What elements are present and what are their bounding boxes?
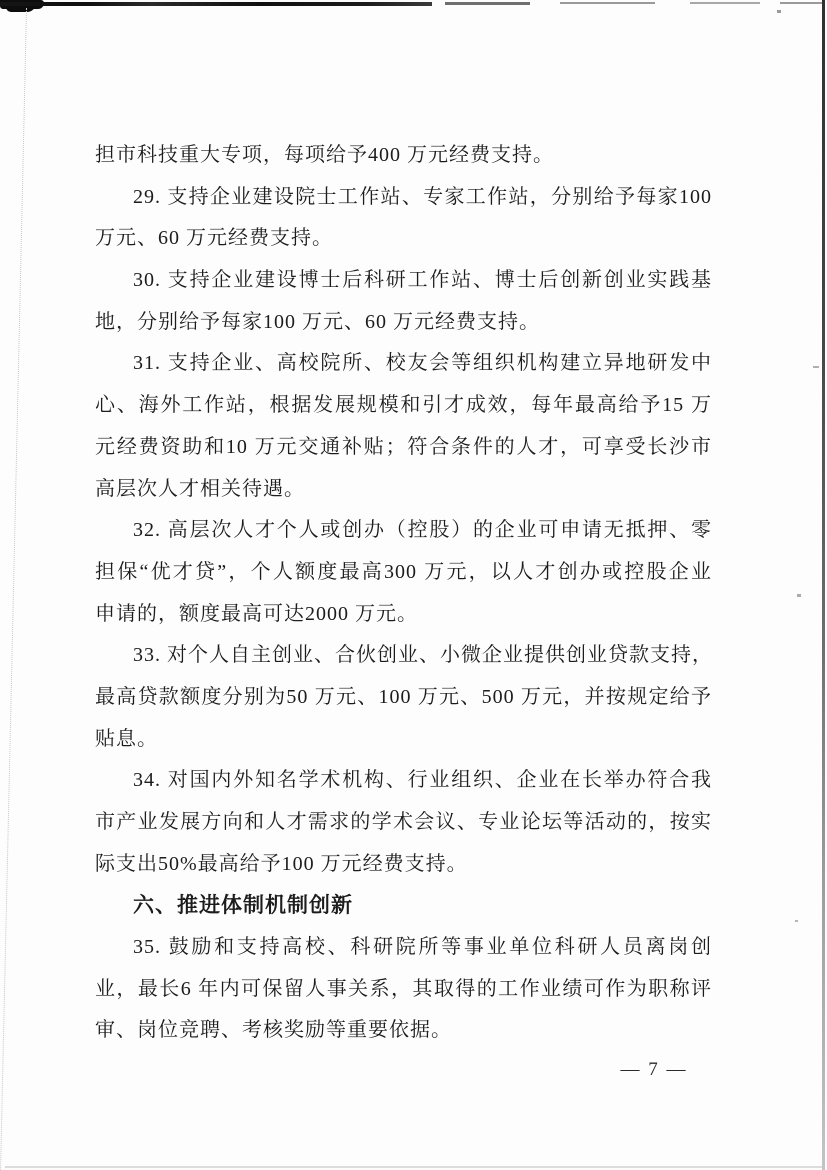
text-line: 元经费资助和10 万元交通补贴；符合条件的人才，可享受长沙市 xyxy=(95,435,712,458)
scan-edge-top-dash xyxy=(690,2,760,4)
text-line: 审、岗位竞聘、考核奖励等重要依据。 xyxy=(95,1019,452,1042)
text-line: 申请的，额度最高可达2000 万元。 xyxy=(95,602,418,625)
text-line: 32. 高层次人才个人或创办（控股）的企业可申请无抵押、零 xyxy=(133,519,712,542)
text-line: 贴息。 xyxy=(95,727,158,750)
text-line: 33. 对个人自主创业、合伙创业、小微企业提供创业贷款支持， xyxy=(133,644,713,667)
scan-speck xyxy=(797,594,801,597)
text-line: 35. 鼓励和支持高校、科研院所等事业单位科研人员离岗创 xyxy=(133,936,712,959)
text-line: 最高贷款额度分别为50 万元、100 万元、500 万元，并按规定给予 xyxy=(95,685,712,708)
document-body xyxy=(95,135,712,1052)
text-line: 心、海外工作站，根据发展规模和引才成效，每年最高给予15 万 xyxy=(95,394,712,417)
scan-edge-left-line xyxy=(0,8,27,1170)
text-line: 高层次人才相关待遇。 xyxy=(95,477,305,500)
scan-speck xyxy=(813,366,819,368)
scan-speck xyxy=(795,920,798,922)
paragraph-31 xyxy=(95,343,712,510)
text-line: 际支出50%最高给予100 万元经费支持。 xyxy=(95,852,468,875)
paragraph-35 xyxy=(95,927,712,1052)
scan-speck xyxy=(777,10,781,13)
scan-edge-right-line xyxy=(822,0,825,1170)
text-line: 万元、60 万元经费支持。 xyxy=(95,227,333,250)
text-line: 29. 支持企业建设院士工作站、专家工作站，分别给予每家100 xyxy=(133,185,712,208)
scan-edge-top-dash xyxy=(560,2,655,4)
paragraph-32 xyxy=(95,510,712,635)
text-line: 34. 对国内外知名学术机构、行业组织、企业在长举办符合我 xyxy=(133,769,712,792)
scan-edge-top-dash xyxy=(445,2,530,5)
paragraph-30 xyxy=(95,260,712,343)
text-line: 市产业发展方向和人才需求的学术会议、专业论坛等活动的，按实 xyxy=(95,811,712,833)
scan-edge-bottom-line xyxy=(5,1166,822,1168)
text-line: 业，最长6 年内可保留人事关系，其取得的工作业绩可作为职称评 xyxy=(95,977,712,1000)
scan-edge-top-line xyxy=(0,2,432,6)
paragraph-continuation xyxy=(95,135,712,177)
text-line: 担保“优才贷”，个人额度最高300 万元，以人才创办或控股企业 xyxy=(95,560,712,583)
paragraph-34 xyxy=(95,760,712,885)
scan-edge-top-dash xyxy=(780,2,822,4)
paragraph-29 xyxy=(95,177,712,260)
page-number: — 7 — xyxy=(620,1059,688,1080)
paragraph-33 xyxy=(95,635,712,760)
text-line: 地，分别给予每家100 万元、60 万元经费支持。 xyxy=(95,310,540,333)
text-line: 30. 支持企业建设博士后科研工作站、博士后创新创业实践基 xyxy=(133,269,712,292)
text-line: 31. 支持企业、高校院所、校友会等组织机构建立异地研发中 xyxy=(133,352,712,375)
section-heading: 六、推进体制机制创新 xyxy=(133,894,353,918)
text-line: 担市科技重大专项，每项给予400 万元经费支持。 xyxy=(95,144,554,166)
